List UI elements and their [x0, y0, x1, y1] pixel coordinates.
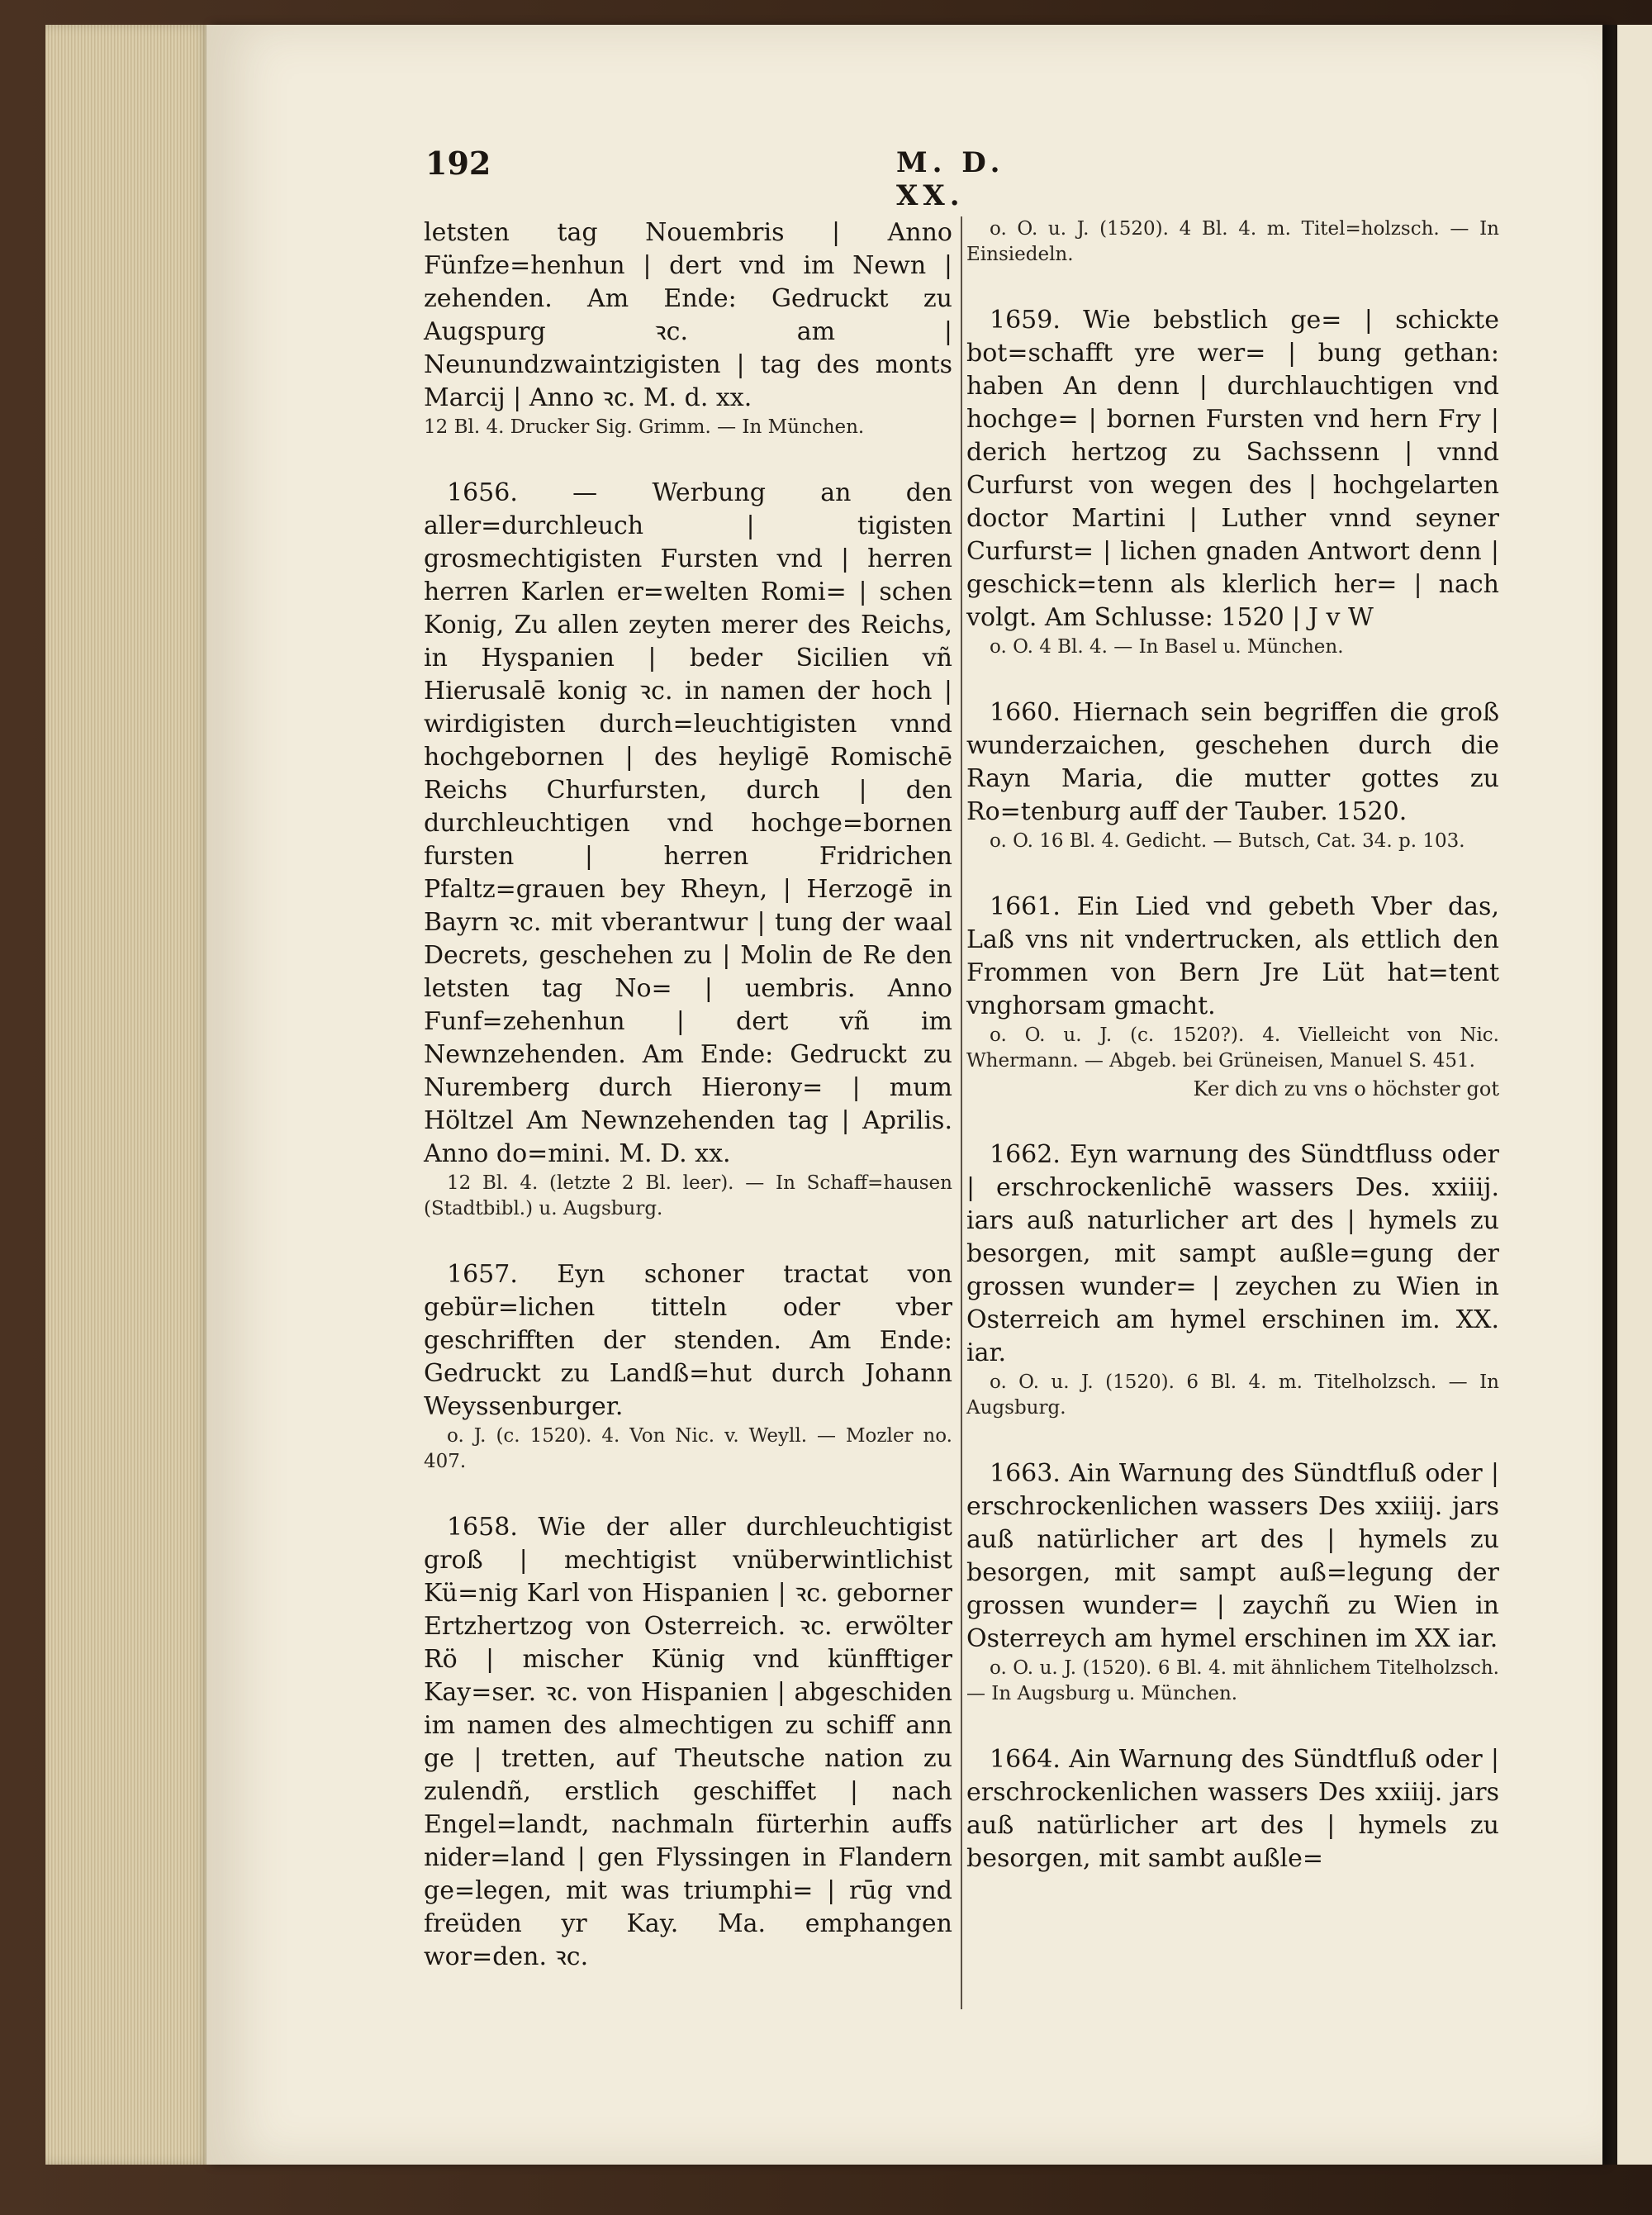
page-number: 192 [425, 145, 491, 182]
entry-number: 1663. [990, 1459, 1061, 1488]
entry-1660 [966, 696, 1499, 854]
entry-text: Hiernach sein begriffen die groß wunderzaichen, geschehen durch die Rayn Maria, die mutter gottes zu Ro=tenburg auff der Tauber. 1520. [966, 698, 1499, 826]
page-header [425, 145, 1045, 212]
page-stack-edge [45, 25, 211, 2165]
entry-number: 1656. [447, 478, 518, 507]
entry-number: 1660. [990, 698, 1061, 727]
entry-note: o. J. (c. 1520). 4. Von Nic. v. Weyll. — Mozler no. 407. [424, 1425, 952, 1472]
right-column [966, 216, 1499, 1912]
left-column [424, 216, 952, 2010]
entry-text: Wie der aller durchleuchtigist groß | mechtigist vnüberwintlichist Kü=nig Karl von Hispanien | ꝛc. geborner Ertzhertzog von Osterreich. ꝛc. erwölter Rö | mischer Künig vnd künfftiger Kay=ser. ꝛc. von Hispanien | abgeschiden im namen des almechtigen zu schiff ann ge | tretten, auf Theutsche nation zu zulendñ, erstlich geschiffet | nach Engel=landt, nachmaln fürterhin auffs nider=land | gen Flyssingen in Flandern ge=legen, mit was triumphi= | rūg vnd freüden yr Kay. Ma. emphangen wor=den. ꝛc. [424, 1513, 952, 1971]
facing-page-edge [1602, 25, 1652, 2165]
entry-1658 [424, 1511, 952, 1974]
entry-text: Ein Lied vnd gebeth Vber das, Laß vns nit vndertrucken, als ettlich den Frommen von Bern Jre Lüt hat=tent vnghorsam gmacht. [966, 892, 1499, 1020]
entry-note: o. O. 16 Bl. 4. Gedicht. — Butsch, Cat. 34. p. 103. [990, 830, 1465, 852]
entry-1664 [966, 1743, 1499, 1875]
entry-text: Wie bebstlich ge= | schickte bot=schafft yre wer= | bung gethan: haben An denn | durchlauchtigen vnd hochge= | bornen Fursten vnd hern Fry | derich hertzog zu Sachssenn | vnnd Curfurst von wegen des | hochgelarten doctor Martini | Luther vnnd seyner Curfurst= | lichen gnaden Antwort denn | geschick=tenn als klerlich her= | nach volgt. Am Schlusse: 1520 | J v W [966, 306, 1499, 632]
entry-1661 [966, 891, 1499, 1102]
entry-text: letsten tag Nouembris | Anno Fünfze=henhun | dert vnd im Newn | zehenden. Am Ende: Gedruckt zu Augspurg ꝛc. am | Neunundzwaintzigisten | tag des monts Marcij | Anno ꝛc. M. d. xx. [424, 218, 952, 412]
entry [424, 216, 952, 440]
entry-1657 [424, 1258, 952, 1475]
entry-text: Ain Warnung des Sündtfluß oder | erschrockenlichen wassers Des xxiiij. jars auß natürlicher art des | hymels zu besorgen, mit sampt auß=legung der grossen wunder= | zaychñ zu Wien in Osterreych am hymel erschinen im XX iar. [966, 1459, 1499, 1653]
entry-1662 [966, 1138, 1499, 1421]
entry-1656 [424, 477, 952, 1222]
entry-note: o. O. u. J. (c. 1520?). 4. Vielleicht von Nic. Whermann. — Abgeb. bei Grüneisen, Manuel S. 451. [966, 1024, 1499, 1072]
entry-note: o. O. u. J. (1520). 6 Bl. 4. m. Titelholzsch. — In Augsburg. [966, 1371, 1499, 1419]
entry-text: — Werbung an den aller=durchleuch | tigisten grosmechtigisten Fursten vnd | herren herren Karlen er=welten Romi= | schen Konig, Zu allen zeyten merer des Reichs, in Hyspanien | beder Sicilien vñ Hierusalē konig ꝛc. in namen der hoch | wirdigisten durch=leuchtigisten vnnd hochgebornen | des heyligē Romischē Reichs Churfursten, durch | den durchleuchtigen vnd hochge=bornen fursten | herren Fridrichen Pfaltz=grauen bey Rheyn, | Herzogē in Bayrn ꝛc. mit vberantwur | tung der waal Decrets, geschehen zu | Molin de Re den letsten tag No= | uembris. Anno Funf=zehenhun | dert vñ im Newnzehenden. Am Ende: Gedruckt zu Nuremberg durch Hierony= | mum Höltzel Am Newnzehenden tag | Aprilis. Anno do=mini. M. D. xx. [424, 478, 952, 1168]
entry [966, 216, 1499, 268]
entry-number: 1658. [447, 1513, 518, 1542]
entry-1663 [966, 1457, 1499, 1707]
entry-text: Eyn schoner tractat von gebür=lichen titteln oder vber geschrifften der stenden. Am Ende: Gedruckt zu Landß=hut durch Johann Weyssenburger. [424, 1260, 952, 1421]
entry-note: o. O. u. J. (1520). 4 Bl. 4. m. Titel=holzsch. — In Einsiedeln. [966, 218, 1499, 265]
entry-number: 1661. [990, 892, 1061, 921]
entry-note: 12 Bl. 4. Drucker Sig. Grimm. — In München. [424, 416, 865, 438]
column-divider [961, 216, 962, 2009]
entry-number: 1662. [990, 1140, 1061, 1169]
entry-text: Ain Warnung des Sündtfluß oder | erschrockenlichen wassers Des xxiiij. jars auß natürlicher art des | hymels zu besorgen, mit sambt außle= [966, 1745, 1499, 1873]
entry-1659 [966, 304, 1499, 660]
entry-note: o. O. 4 Bl. 4. — In Basel u. München. [990, 636, 1344, 658]
running-title: M. D. XX. [896, 146, 1005, 212]
entry-note: 12 Bl. 4. (letzte 2 Bl. leer). — In Schaff=hausen (Stadtbibl.) u. Augsburg. [424, 1172, 952, 1219]
entry-text: Eyn warnung des Sündtfluss oder | erschrockenlichē wassers Des. xxiiij. iars auß naturlicher art des | hymels zu besorgen, mit sampt außle=gung der grossen wunder= | zeychen zu Wien in Osterreich am hymel erschinen im. XX. iar. [966, 1140, 1499, 1367]
entry-number: 1659. [990, 306, 1061, 335]
entry-number: 1657. [447, 1260, 518, 1289]
incipit: Ker dich zu vns o höchster got [1193, 1077, 1499, 1100]
entry-number: 1664. [990, 1745, 1061, 1774]
entry-note: o. O. u. J. (1520). 6 Bl. 4. mit ähnlichem Titelholzsch. — In Augsburg u. München. [966, 1657, 1499, 1704]
